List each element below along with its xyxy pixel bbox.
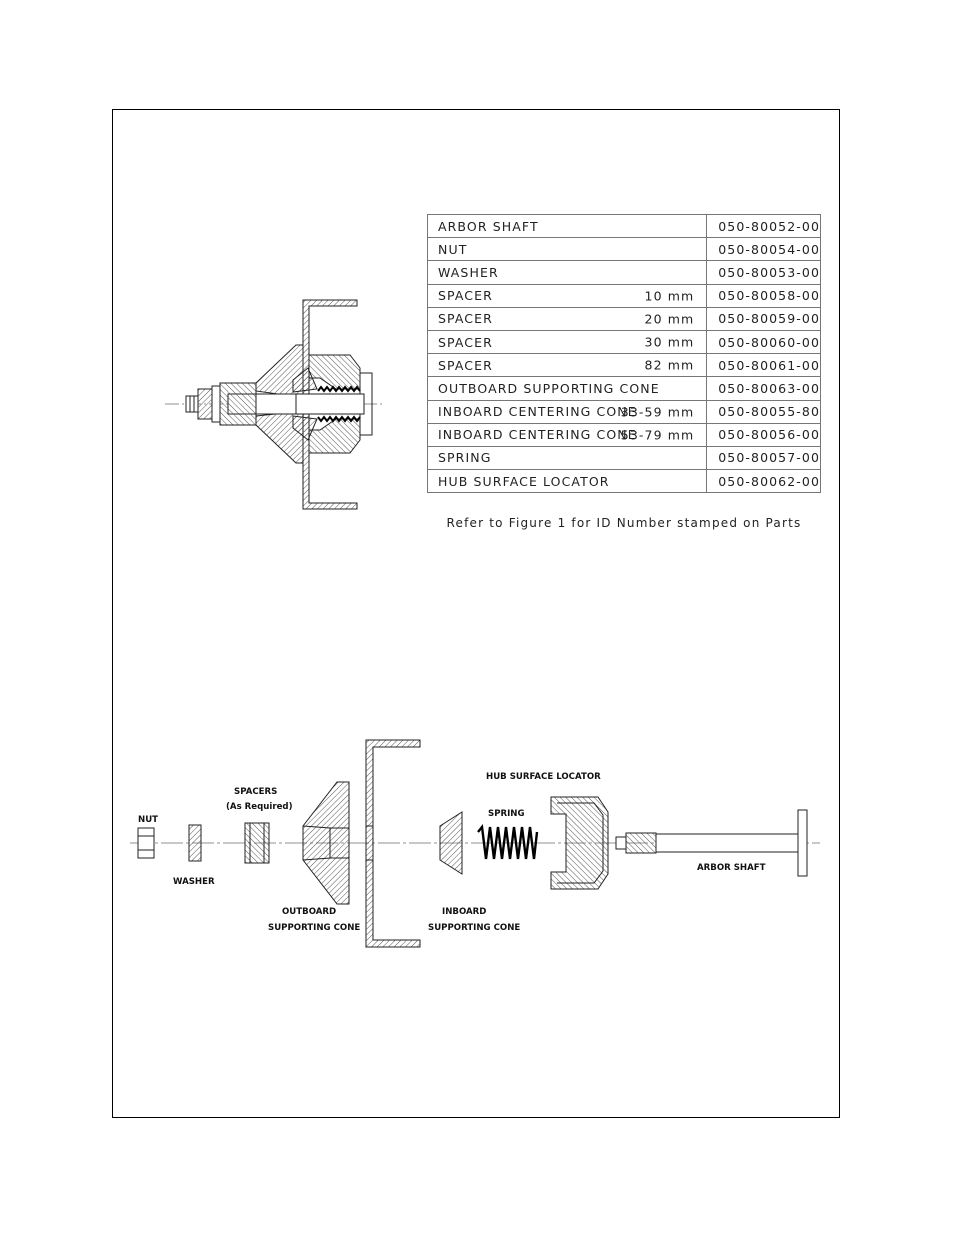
part-description: SPACER — [438, 334, 493, 350]
part-description: SPACER — [438, 311, 493, 327]
part-size: 30 mm — [644, 334, 695, 350]
inboard-label-1: INBOARD — [442, 907, 487, 917]
part-description: INBOARD CENTERING CONE — [438, 404, 637, 420]
part-size: 82 mm — [644, 357, 695, 373]
part-number: 050-80059-00 — [707, 307, 821, 330]
washer-label: WASHER — [173, 877, 215, 887]
spring-label: SPRING — [488, 809, 525, 819]
part-number: 050-80061-00 — [707, 354, 821, 377]
part-number: 050-80062-00 — [707, 470, 821, 493]
part-description: INBOARD CENTERING CONE — [438, 427, 637, 443]
assembled-washer — [212, 386, 220, 422]
washer-part — [189, 825, 201, 861]
table-note: Refer to Figure 1 for ID Number stamped on Parts — [446, 516, 802, 530]
part-number: 050-80058-00 — [707, 284, 821, 307]
spacers-note-label: (As Required) — [226, 802, 293, 812]
spacer-part — [245, 823, 269, 863]
part-number: 050-80056-00 — [707, 423, 821, 446]
part-number: 050-80060-00 — [707, 330, 821, 353]
part-description: NUT — [438, 241, 468, 257]
nut-label: NUT — [138, 815, 159, 825]
hub-locator-lower — [309, 419, 360, 453]
outboard-label-2: SUPPORTING CONE — [268, 923, 361, 933]
outboard-cone-part — [303, 782, 349, 904]
part-number: 050-80053-00 — [707, 261, 821, 284]
part-size: 20 mm — [644, 311, 695, 327]
assembled-nut — [198, 389, 212, 419]
part-size: 10 mm — [644, 288, 695, 304]
spring-part — [478, 827, 537, 859]
part-description: HUB SURFACE LOCATOR — [438, 473, 610, 489]
part-number: 050-80063-00 — [707, 377, 821, 400]
hub-locator-label: HUB SURFACE LOCATOR — [486, 772, 601, 782]
part-number: 050-80052-00 — [707, 215, 821, 238]
part-description: OUTBOARD SUPPORTING CONE — [438, 380, 660, 396]
assembled-spacer — [220, 383, 256, 425]
part-description: SPACER — [438, 288, 493, 304]
outboard-label-1: OUTBOARD — [282, 907, 337, 917]
part-number: 050-80055-80 — [707, 400, 821, 423]
part-size: 53-79 mm — [620, 427, 695, 443]
arbor-shaft-label: ARBOR SHAFT — [697, 863, 766, 873]
part-description: SPACER — [438, 357, 493, 373]
part-number: 050-80057-00 — [707, 446, 821, 469]
wheel-part — [366, 740, 420, 947]
inboard-cone-part — [440, 812, 462, 874]
hub-locator-upper — [309, 355, 360, 389]
part-description: SPRING — [438, 450, 492, 466]
part-number: 050-80054-00 — [707, 238, 821, 261]
nut-part — [138, 828, 154, 858]
part-description: ARBOR SHAFT — [438, 218, 539, 234]
inboard-label-2: SUPPORTING CONE — [428, 923, 521, 933]
part-size: 33-59 mm — [620, 404, 695, 420]
part-description: WASHER — [438, 264, 499, 280]
shaft-end — [186, 396, 198, 412]
spacers-label: SPACERS — [234, 787, 278, 797]
assembled-section-view — [165, 300, 385, 509]
